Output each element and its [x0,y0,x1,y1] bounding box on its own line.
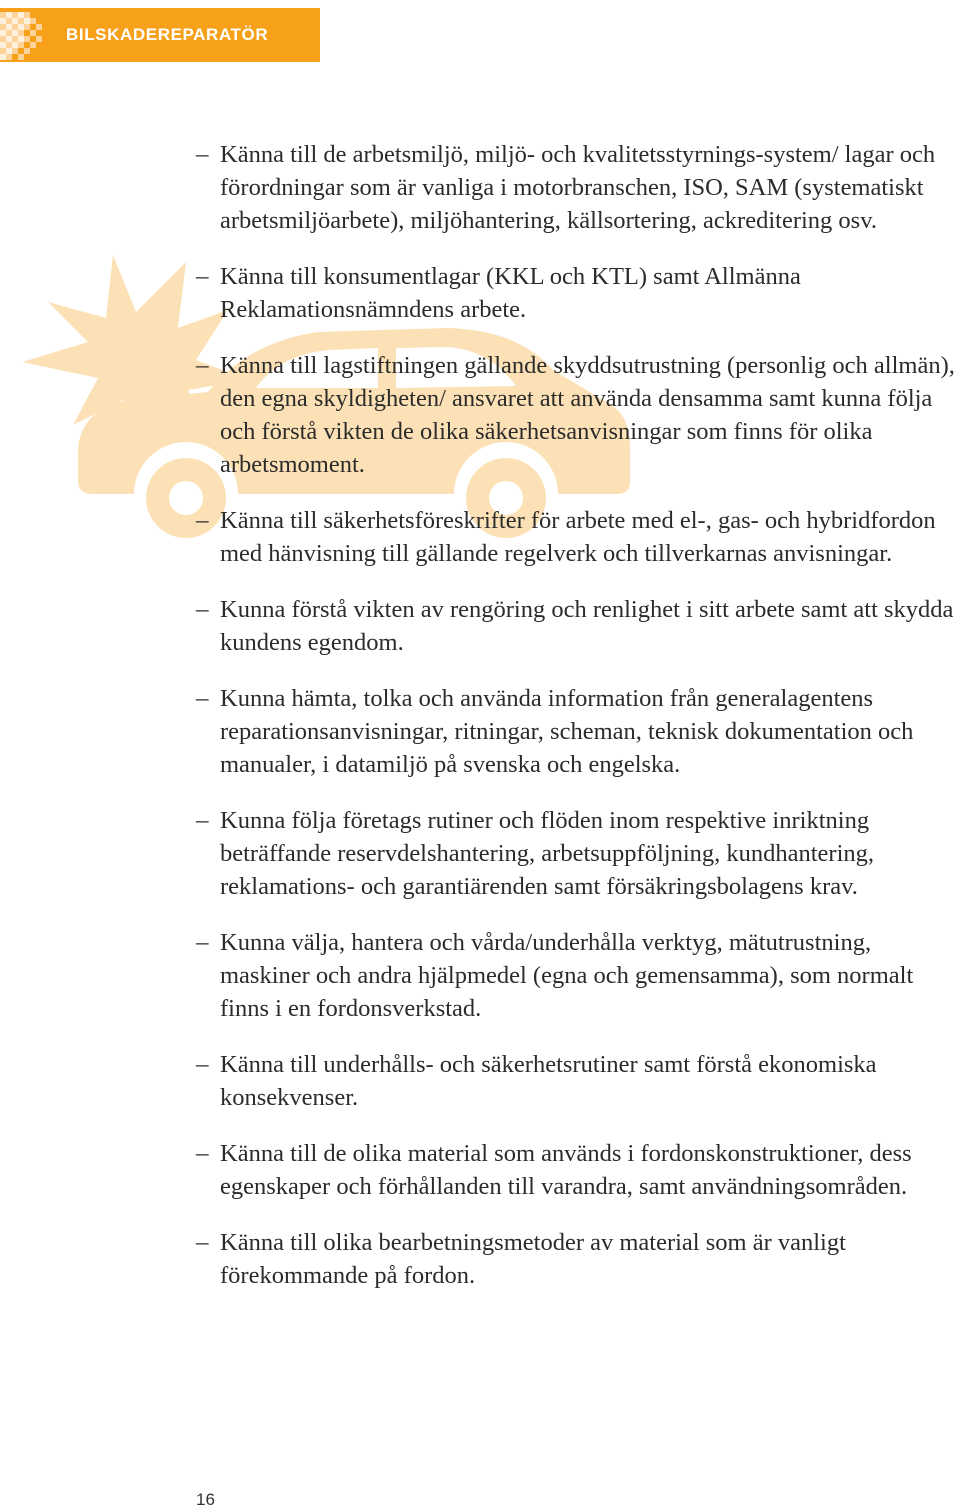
dash-bullet: – [196,141,209,168]
list-item-text: Känna till konsumentlagar (KKL och KTL) samt Allmänna Reklamationsnämndens arbete. [220,263,801,323]
list-item [196,260,960,326]
dash-bullet: – [196,263,209,290]
dash-bullet: – [196,685,209,712]
list-item-text: Kunna förstå vikten av rengöring och renlighet i sitt arbete samt att skydda kundens egendom. [220,596,954,656]
list-item-text: Kunna välja, hantera och vårda/underhålla verktyg, mätutrustning, maskiner och andra hjälpmedel (egna och gemensamma), som normalt finns i en fordonsverkstad. [220,929,914,1022]
dash-bullet: – [196,352,209,379]
list-item-text: Känna till säkerhetsföreskrifter för arbete med el-, gas- och hybridfordon med hänvisning till gällande regelverk och tillverkarnas anvisningar. [220,507,936,567]
list-item [196,1048,960,1114]
dash-bullet: – [196,1229,209,1256]
list-item [196,1226,960,1292]
list-item-text: Känna till de arbetsmiljö, miljö- och kvalitetsstyrnings-system/ lagar och förordningar som är vanliga i motorbranschen, ISO, SAM (systematiskt arbetsmiljöarbete), miljöhantering, källsortering, ackreditering osv. [220,141,936,234]
list-item-text: Kunna följa företags rutiner och flöden inom respektive inriktning beträffande reservdelshantering, arbetsuppföljning, kundhantering, reklamations- och garantiärenden samt försäkringsbolagens krav. [220,807,875,900]
list-item-text: Känna till de olika material som används i fordonskonstruktioner, dess egenskaper och förhållanden till varandra, samt användningsområden. [220,1140,912,1200]
list-item [196,1137,960,1203]
section-header-tab [0,8,320,62]
checker-pattern-icon [0,8,48,62]
list-item-text: Kunna hämta, tolka och använda information från generalagentens reparationsanvisningar, ritningar, scheman, teknisk dokumentation och manualer, i datamiljö på svenska och engelska. [220,685,914,778]
dash-bullet: – [196,929,209,956]
list-item [196,504,960,570]
list-item-text: Känna till lagstiftningen gällande skyddsutrustning (personlig och allmän), den egna skyldigheten/ ansvaret att använda densamma samt kunna följa och förstå vikten de olika säkerhetsanvisningar som finns för olika arbetsmoment. [220,352,955,478]
page-number: 16 [196,1490,215,1509]
list-item [196,804,960,903]
list-item [196,138,960,237]
dash-bullet: – [196,1051,209,1078]
list-item [196,682,960,781]
list-item-text: Känna till olika bearbetningsmetoder av material som är vanligt förekommande på fordon. [220,1229,846,1289]
list-item-text: Känna till underhålls- och säkerhetsrutiner samt förstå ekonomiska konsekvenser. [220,1051,877,1111]
list-item [196,926,960,1025]
list-item [196,349,960,481]
dash-bullet: – [196,596,209,623]
dash-bullet: – [196,507,209,534]
list-item [196,593,960,659]
requirements-list [196,138,960,1315]
section-title: BILSKADEREPARATÖR [66,25,269,44]
dash-bullet: – [196,807,209,834]
dash-bullet: – [196,1140,209,1167]
